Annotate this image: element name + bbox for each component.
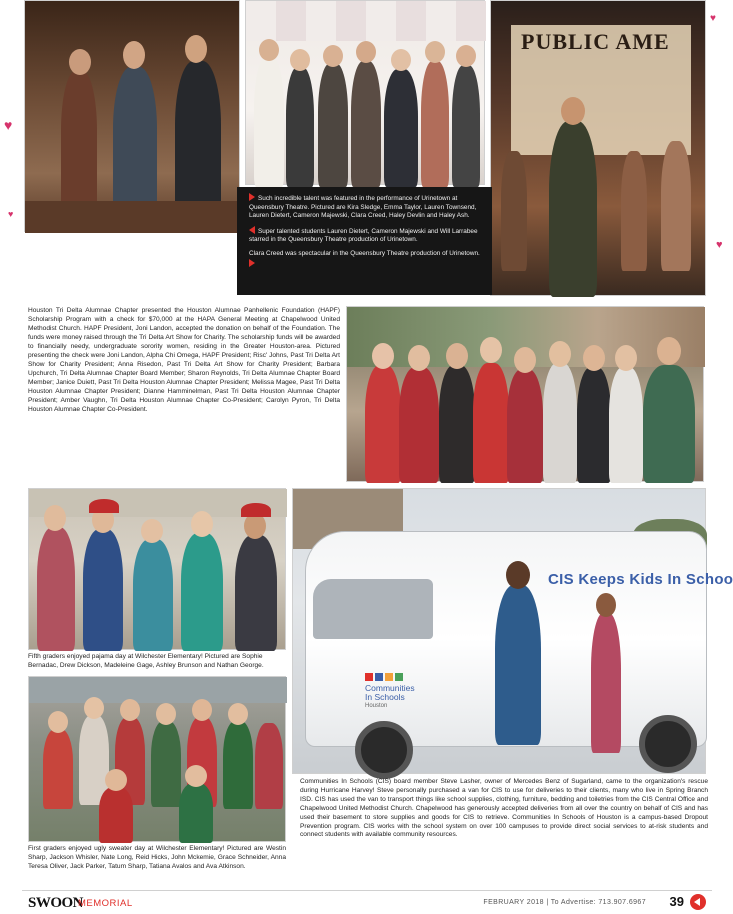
arrow-right-icon xyxy=(249,193,255,201)
van-wheel xyxy=(355,721,413,779)
urinetown-stage-photo-1 xyxy=(24,0,240,232)
memorial-logo: MEMORIAL xyxy=(78,898,133,909)
page-footer xyxy=(22,890,712,910)
ugly-sweater-day-photo xyxy=(28,676,286,842)
arrow-left-icon xyxy=(249,226,255,234)
caption-stage-1: Super talented students Lauren Dietert, Cameron Majewski and Will Larrabee starred in the Queensbury Theatre production of Urinetown. xyxy=(249,227,478,244)
arrow-right-icon xyxy=(249,259,255,267)
cis-logo xyxy=(365,673,435,711)
swoon-logo: SWOON xyxy=(28,895,84,911)
speaker-icon xyxy=(690,894,706,910)
heart-decoration-icon: ♥ xyxy=(716,239,723,251)
heart-decoration-icon: ♥ xyxy=(4,117,13,133)
heart-decoration-icon: ♥ xyxy=(710,13,716,24)
cis-logo-line2: In Schools xyxy=(365,692,405,702)
page-number: 39 xyxy=(669,894,684,909)
caption-cast: Such incredible talent was featured in the performance of Urinetown at Queensbury Theatre. Pictured are Kira Sledge, Emma Taylor, Lauren Townsend, Lauren Dietert, Cameron Majewski, Clara Creed, Haley Devlin and Haley Ash. xyxy=(249,195,477,220)
caption-stage-2: Clara Creed was spectacular in the Queensbury Theatre production of Urinetown. xyxy=(249,249,480,257)
urinetown-caption-box xyxy=(237,187,492,295)
cis-caption: Communities In Schools (CIS) board member Steve Lasher, owner of Mercedes Benz of Sugarland, came to the organization's rescue during Hurricane Harvey! Steve personally purchased a van for CIS to use for deliveries to their clients, many who live in Spring Branch ISD. CIS has used the van to transport things like school supplies, clothing, furniture, bedding and toiletries from the CIS Central Office and Chapelwood United Methodist Church. Chapelwood has generously accepted deliveries from all over the country on behalf of CIS and has used their basement to store supplies and goods for CIS to retrieve. Communities In Schools of Houston is a campus-based Dropout Prevention program. CIS works with the school system on over 100 campuses to provide direct social services to at-risk students and connect students with available community resources. xyxy=(300,778,708,839)
stage-sign-text: PUBLIC AME xyxy=(521,29,670,54)
tridelta-group-photo xyxy=(346,306,704,482)
cis-logo-line3: Houston xyxy=(365,703,388,709)
footer-info: FEBRUARY 2018 | To Advertise: 713.907.6967 xyxy=(483,899,646,906)
van-window xyxy=(313,579,433,639)
cis-logo-mark-icon xyxy=(365,673,435,681)
ugly-sweater-day-caption: First graders enjoyed ugly sweater day at Wilchester Elementary! Pictured are Westin Sharp, Jackson Whisler, Nate Long, Reid Hicks, John Mckemie, Grace Schneider, Anna Teresa Oliver, Jack Parker, Tatum Sharp, Tatiana Avalos and Ava Atkinson. xyxy=(28,845,286,870)
urinetown-stage-photo-2 xyxy=(490,0,706,296)
pajama-day-caption: Fifth graders enjoyed pajama day at Wilchester Elementary! Pictured are Sophie Bernadac, Drew Dickson, Madeleine Gage, Ashley Brunson and Nathan George. xyxy=(28,653,264,669)
pajama-day-photo xyxy=(28,488,286,650)
cis-van-photo xyxy=(292,488,733,774)
cis-logo-line1: Communities xyxy=(365,683,415,693)
van-slogan-text: CIS Keeps Kids In Schoo xyxy=(548,571,733,588)
heart-decoration-icon: ♥ xyxy=(8,209,14,219)
tridelta-article: Houston Tri Delta Alumnae Chapter presented the Houston Alumnae Panhellenic Foundation (HAPF) Scholarship Program with a check for $70,000 at the HAPA General Meeting at Chapelwood United Methodist Church. HAPF President, Joni Landon, accepted the donation on behalf of the Foundation. The funds were money raised through the Tri Delta Art Show for Charity. The scholarship funds will be awarded to financially needy, undergraduate sorority women, residing in the Greater Houston-area. Pictured presenting the check were Joni Landon, Alpha Chi Omega, HAPF President; Risc' Johns, Past Tri Delta Art Show for Charity President; Anna Risedon, Past Tri Delta Art Show for Charity President; Barbara Upchurch, Tri Delta Alumnae Chapter Board Member; Sharon Reynolds, Tri Delta Alumnae Chapter Board Member; Janice Duiett, Past Tri Delta Houston Alumnae Chapter President; Melissa Magee, Past Tri Delta Houston Alumnae Chapter President; Dianne Hamminelman, Past Tri Delta Houston Alumnae Chapter President; Amber Vaughn, Tri Delta Houston Alumnae Chapter Co-President; Carolyn Pyron, Tri Delta Houston Alumnae Chapter Co-President. xyxy=(28,307,340,413)
urinetown-cast-photo xyxy=(245,0,485,185)
van-wheel xyxy=(639,715,697,773)
